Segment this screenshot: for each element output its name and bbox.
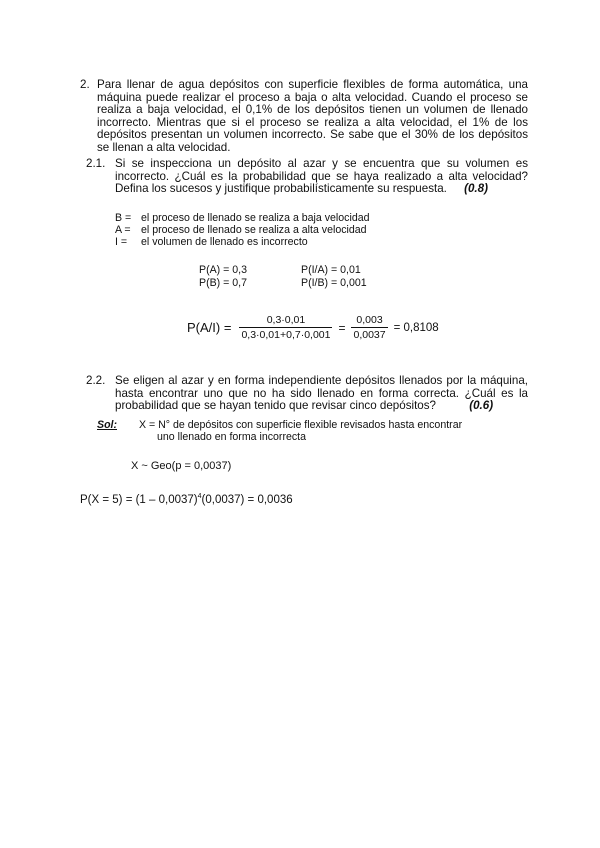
problem-line: Para llenar de agua depósitos con superficie flexibles de forma automática, una [97,78,528,91]
part1-number: 2.1. [86,157,106,170]
part2-question [115,375,528,413]
problem-line: realiza a baja velocidad, el 0,1% de los depósitos tienen un volumen de llenado [97,103,528,117]
event-symbol: A = [115,224,131,236]
problem-statement [97,79,528,155]
problem-number: 2. [80,78,90,91]
part2-line: Se eligen al azar y en forma independiente depósitos llenados por la máquina, [115,374,528,387]
event-row [115,224,370,236]
bayes-denominator-1: 0,3·0,01+0,7·0,001 [241,329,331,341]
part1-line: Si se inspecciona un depósito al azar y se encuentra que su volumen es [115,157,528,170]
prob-pib: P(I/B) = 0,001 [301,277,367,289]
event-row [115,212,370,224]
bayes-result: = 0,8108 [393,321,439,334]
event-definitions [115,212,370,248]
event-symbol: I = [115,236,128,248]
bayes-numerator-1: 0,3·0,01 [266,314,306,326]
solution-definition-1: X = N° de depósitos con superficie flexible revisados hasta encontrar [139,419,463,431]
bayes-formula [187,313,439,342]
bayes-numerator-2: 0,003 [356,314,383,326]
prob-pa: P(A) = 0,3 [199,264,247,276]
event-symbol: B = [115,212,132,224]
event-description: el proceso de llenado se realiza a alta velocidad [141,224,367,236]
bayes-equals: = [338,320,346,335]
final-computation [80,494,293,506]
bayes-fraction-2 [351,313,387,342]
solution-definition-2: uno llenado en forma incorrecta [157,431,306,443]
solution-label: Sol: [97,419,118,431]
distribution: X ~ Geo(p = 0,0037) [131,460,232,472]
bayes-denominator-2: 0,0037 [353,329,386,341]
problem-line: se llenan a alta velocidad. [97,140,231,154]
part2-last-line: probabilidad que se hayan tenido que revisar cinco depósitos? [115,399,436,413]
part1-question [115,158,528,196]
part2-number: 2.2. [86,374,106,387]
event-description: el volumen de llenado es incorrecto [141,236,308,248]
final-right: (0,0037) = 0,0036 [201,494,293,506]
bayes-fraction-1 [239,313,332,342]
final-left: P(X = 5) = (1 – 0,0037) [80,494,198,506]
part1-line: incorrecto. ¿Cuál es la probabilidad que se haya realizado a alta velocidad? [115,169,528,183]
part2-points: (0.6) [469,399,494,413]
part1-line [115,183,528,196]
part1-last-line: Defina los sucesos y justifique probabilísticamente su respuesta. [115,182,447,196]
event-row [115,236,370,248]
part1-points: (0.8) [464,182,488,196]
event-description: el proceso de llenado se realiza a baja velocidad [141,212,370,224]
prob-pia: P(I/A) = 0,01 [301,264,361,276]
part2-line [115,400,528,413]
problem-line: incorrecto. Mientras que si el proceso se realiza a alta velocidad, el 1% de los [97,115,528,129]
bayes-lhs: P(A/I) = [187,320,232,335]
problem-line: depósitos presentan un volumen incorrecto. Se sabe que el 30% de los depósitos [97,128,528,142]
prob-pb: P(B) = 0,7 [199,277,247,289]
part2-line: hasta encontrar uno que no ha sido llenado en forma correcta. ¿Cuál es la [115,386,528,400]
final-exponent: 4 [197,493,202,501]
problem-line: máquina puede realizar el proceso a baja o alta velocidad. Cuando el proceso se [97,90,528,104]
